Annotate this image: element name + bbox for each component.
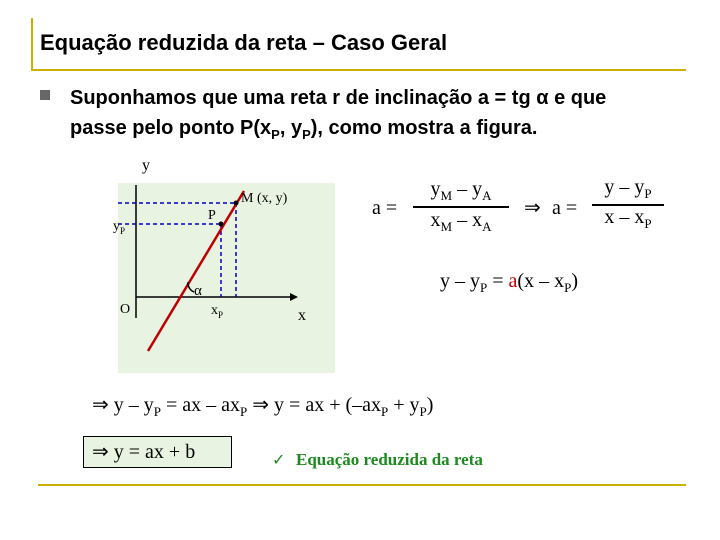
xP-label: $x_P$ [211, 303, 224, 320]
derivation-line: ⇒ y – $y_P$ = ax – $ax_P$ ⇒ y = ax + $(-ax_P + y_P)$ [92, 394, 434, 419]
alpha-label: α [194, 283, 202, 299]
sub-p-2: P [302, 127, 311, 142]
bullet-square-icon [40, 90, 50, 100]
result-equation: ⇒ y = ax + b [92, 441, 196, 463]
origin-label: O [120, 302, 131, 317]
checkmark-icon: ✓ [272, 452, 286, 469]
bullet-line-2c: ), como mostra a figura. [310, 117, 538, 139]
x-axis-label: x [298, 307, 306, 324]
yP-label: $y_P$ [113, 219, 126, 236]
title-underline [31, 69, 686, 71]
point-P-dot [219, 222, 224, 227]
conclusion-text: Equação reduzida da reta [296, 450, 483, 469]
slope2-numerator: y – $y_P$ [604, 176, 652, 201]
implies-arrow-icon: ⇒ [524, 197, 541, 219]
graph-figure [113, 157, 335, 373]
sub-p-1: P [271, 127, 280, 142]
point-P-label: P [208, 208, 216, 223]
point-M-dot [234, 201, 239, 206]
xP-sub: P [218, 309, 224, 320]
point-slope-equation: $y - y_P = a(x - x_P)$ [440, 270, 578, 295]
slide-title: Equação reduzida da reta – Caso Geral [40, 30, 448, 55]
slope-denominator: $x_M - x_A$ [430, 209, 492, 234]
slope-lhs: a = [372, 197, 398, 219]
x-axis-arrow-icon [290, 293, 298, 301]
graph-svg [118, 183, 335, 373]
footer-line [38, 484, 686, 486]
yP-sub: P [120, 225, 126, 236]
title-accent-vertical [31, 18, 33, 70]
slope2-denominator: x – $x_P$ [604, 206, 652, 231]
bullet-line-2a: passe pelo ponto P(x [70, 117, 272, 139]
slope2-lhs: a = [552, 197, 578, 219]
point-M-label: M (x, y) [241, 191, 288, 206]
line-r [148, 191, 244, 351]
bullet-text [70, 83, 700, 150]
slope-numerator: $y_M - y_A$ [430, 178, 492, 203]
bullet-line-1: Suponhamos que uma reta r de inclinação a = tg α e que [70, 87, 607, 109]
slope-fraction-bar [413, 206, 509, 208]
y-axis-label: y [142, 157, 150, 174]
bullet-line-2b: , y [279, 117, 303, 139]
result-box [83, 436, 232, 468]
